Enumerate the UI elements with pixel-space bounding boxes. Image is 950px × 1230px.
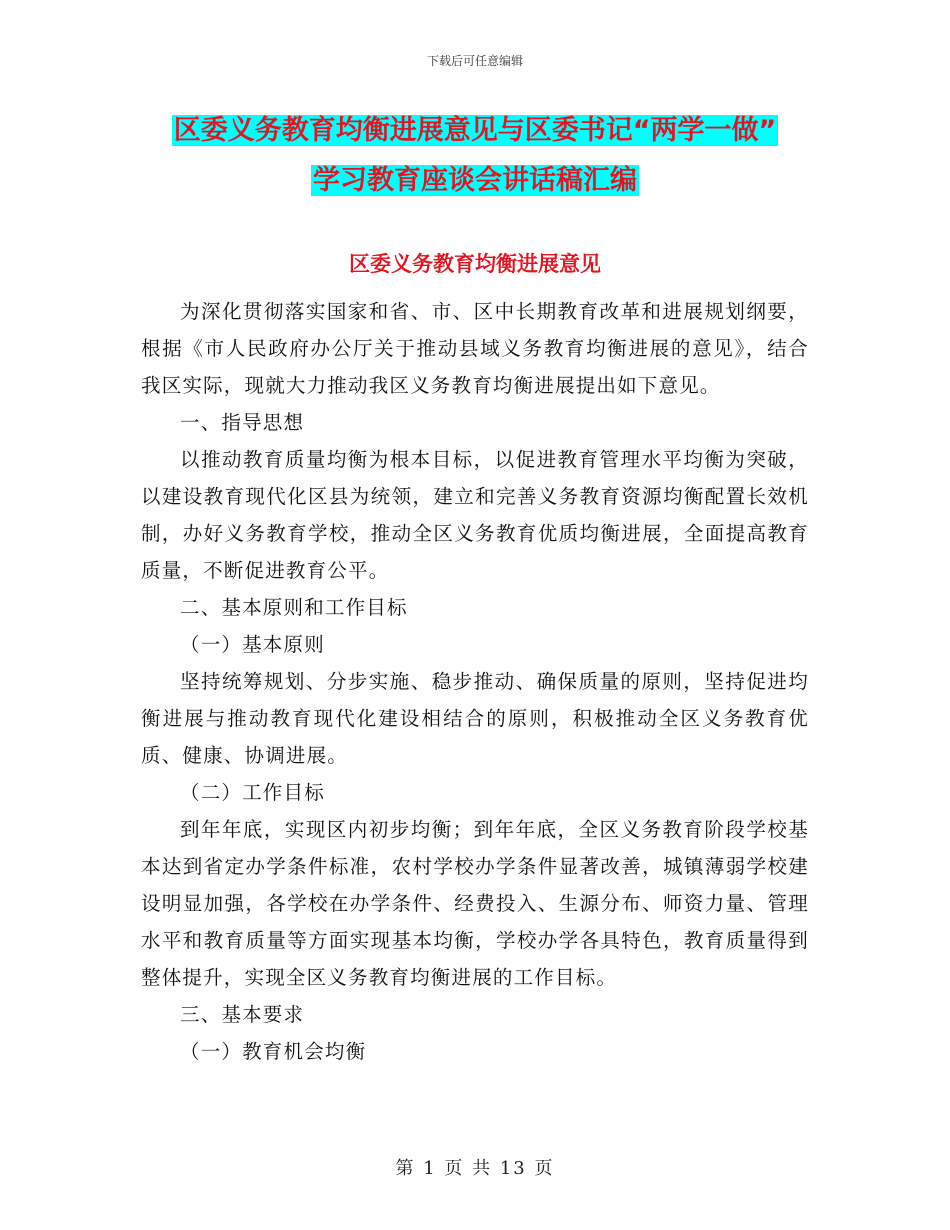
subheading-basic-principles: （一）基本原则 <box>180 633 325 656</box>
document-body <box>141 293 809 1070</box>
header-note: 下载后可任意编辑 <box>426 54 523 68</box>
document-title <box>0 106 950 206</box>
subheading-work-goals: （二）工作目标 <box>180 781 325 804</box>
heading-principles-goals: 二、基本原则和工作目标 <box>180 596 408 619</box>
paragraph-basic-principles: 坚持统筹规划、分步实施、稳步推动、确保质量的原则，坚持促进均衡进展与推动教育现代化建设相结合的原则，积极推动全区义务教育优质、健康、协调进展。 <box>141 670 809 767</box>
paragraph-intro: 为深化贯彻落实国家和省、市、区中长期教育改革和进展规划纲要，根据《市人民政府办公厅关于推动县域义务教育均衡进展的意见》，结合我区实际，现就大力推动我区义务教育均衡进展提出如下意见。 <box>141 300 809 397</box>
heading-basic-requirements: 三、基本要求 <box>180 1003 305 1026</box>
heading-guiding-thought: 一、指导思想 <box>180 411 305 434</box>
title-line-1: 区委义务教育均衡进展意见与区委书记“两学一做” <box>173 115 777 146</box>
page-footer: 第 1 页 共 13 页 <box>395 1158 555 1179</box>
paragraph-work-goals: 到年年底，实现区内初步均衡；到年年底，全区义务教育阶段学校基本达到省定办学条件标准，农村学校办学条件显著改善，城镇薄弱学校建设明显加强，各学校在办学条件、经费投入、生源分布、师资力量、管理水平和教育质量等方面实现基本均衡，学校办学各具特色，教育质量得到整体提升，实现全区义务教育均衡进展的工作目标。 <box>141 818 809 989</box>
subheading-opportunity-balance: （一）教育机会均衡 <box>180 1040 367 1063</box>
title-line-2: 学习教育座谈会讲话稿汇编 <box>313 165 637 196</box>
section-title: 区委义务教育均衡进展意见 <box>349 252 601 276</box>
paragraph-guiding-thought: 以推动教育质量均衡为根本目标，以促进教育管理水平均衡为突破，以建设教育现代化区县为统领，建立和完善义务教育资源均衡配置长效机制，办好义务教育学校，推动全区义务教育优质均衡进展，全面提高教育质量，不断促进教育公平。 <box>141 448 809 582</box>
